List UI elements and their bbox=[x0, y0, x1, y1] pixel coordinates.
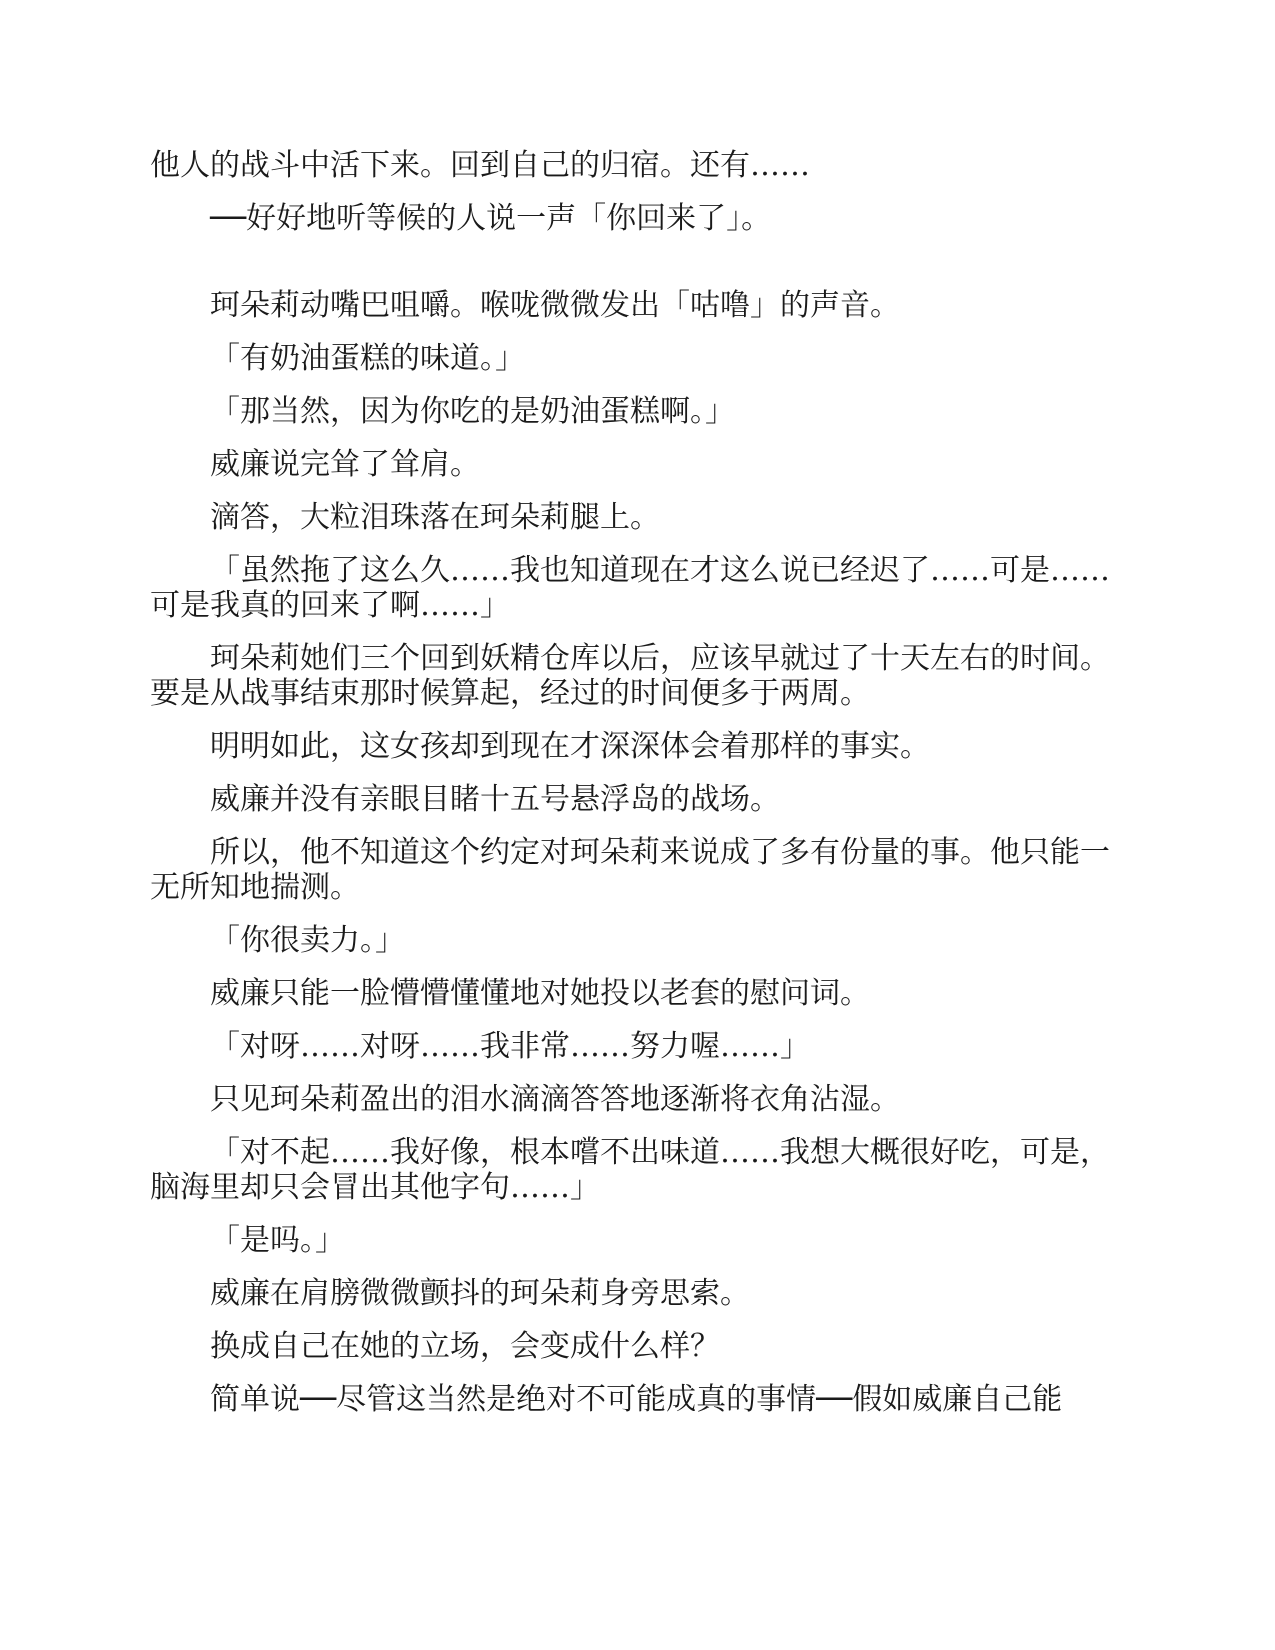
paragraph-9: 珂朵莉她们三个回到妖精仓库以后，应该早就过了十天左右的时间。要是从战事结束那时候算起，经过的时间便多于两周。 bbox=[150, 641, 1110, 711]
paragraph-21: 简单说──尽管这当然是绝对不可能成真的事情──假如威廉自己能 bbox=[210, 1382, 1063, 1417]
body-text bbox=[150, 148, 1125, 1435]
paragraph-2: ──好好地听等候的人说一声「你回来了」。 bbox=[210, 201, 772, 236]
paragraph-18: 「是吗。」 bbox=[210, 1223, 345, 1258]
paragraph-3: 珂朵莉动嘴巴咀嚼。喉咙微微发出「咕噜」的声音。 bbox=[210, 288, 900, 323]
paragraph-8: 「虽然拖了这么久……我也知道现在才这么说已经迟了……可是……可是我真的回来了啊……」 bbox=[150, 553, 1110, 623]
paragraph-20: 换成自己在她的立场，会变成什么样？ bbox=[210, 1329, 720, 1364]
paragraph-6: 威廉说完耸了耸肩。 bbox=[210, 447, 480, 482]
paragraph-10: 明明如此，这女孩却到现在才深深体会着那样的事实。 bbox=[210, 729, 930, 764]
paragraph-5: 「那当然，因为你吃的是奶油蛋糕啊。」 bbox=[210, 394, 735, 429]
paragraph-16: 只见珂朵莉盈出的泪水滴滴答答地逐渐将衣角沾湿。 bbox=[210, 1082, 900, 1117]
paragraph-17: 「对不起……我好像，根本嚐不出味道……我想大概很好吃，可是，脑海里却只会冒出其他字句……」 bbox=[150, 1135, 1110, 1205]
paragraph-13: 「你很卖力。」 bbox=[210, 923, 405, 958]
paragraph-1: 他人的战斗中活下来。回到自己的归宿。还有…… bbox=[150, 148, 810, 183]
paragraph-14: 威廉只能一脸懵懵懂懂地对她投以老套的慰问词。 bbox=[210, 976, 870, 1011]
paragraph-11: 威廉并没有亲眼目睹十五号悬浮岛的战场。 bbox=[210, 782, 780, 817]
paragraph-19: 威廉在肩膀微微颤抖的珂朵莉身旁思索。 bbox=[210, 1276, 750, 1311]
paragraph-15: 「对呀……对呀……我非常……努力喔……」 bbox=[210, 1029, 810, 1064]
paragraph-7: 滴答，大粒泪珠落在珂朵莉腿上。 bbox=[210, 500, 660, 535]
paragraph-4: 「有奶油蛋糕的味道。」 bbox=[210, 341, 525, 376]
paragraph-12: 所以，他不知道这个约定对珂朵莉来说成了多有份量的事。他只能一无所知地揣测。 bbox=[150, 835, 1110, 905]
